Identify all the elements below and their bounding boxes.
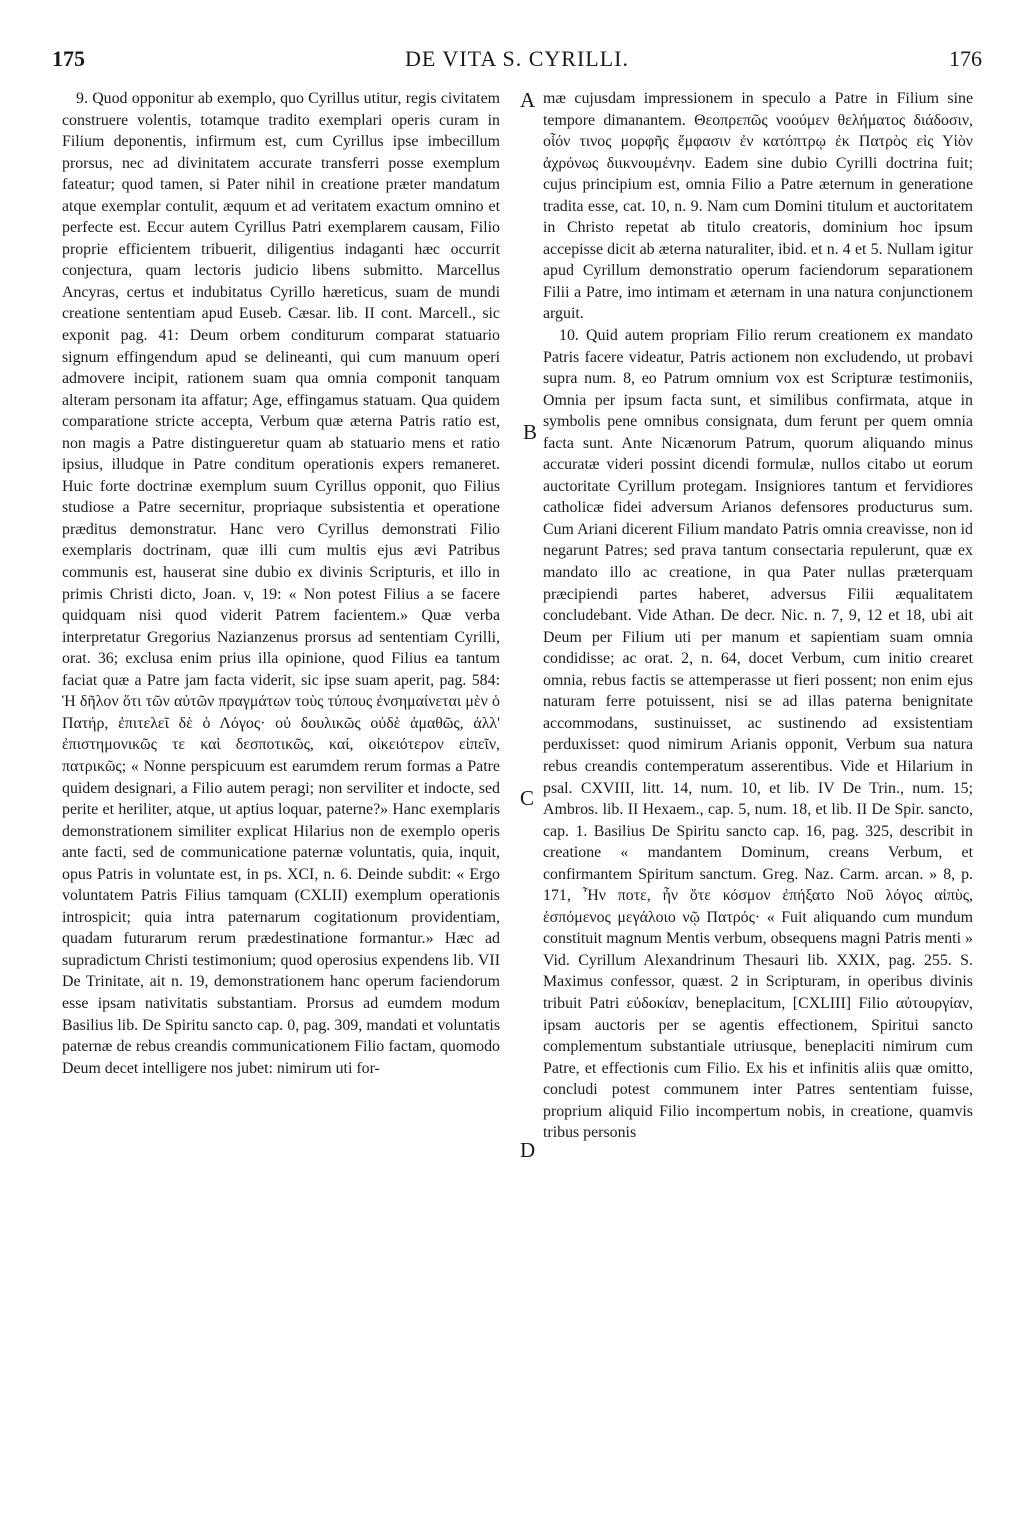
margin-letter-c: C: [520, 786, 535, 810]
paragraph-10: 10. Quid autem propriam Filio rerum creationem ex mandato Patris facere videatur, Patris actionem non excludendo, ut probavi supra num. 8, eo Patrum omnium vox est Scripturæ testimoniis, Omnia per ipsum facta sunt, et similibus confirmata, atque in symbolis pene omnibus consignata, dum ferunt per quem omnia facta sunt. Ante Nicænorum Patrum, quorum aliquando minus accuratæ videri possint dicendi formulæ, nullos citabo ut eorum auctoritate Cyrillum protegam. Insigniores tantum et fervidiores catholicæ fidei adversum Arianos defensores producturus sum. Cum Ariani dicerent Filium mandato Patris omnia creavisse, non id negarunt Patres; sed prava tantum consectaria repulerunt, quæ ex mandato illo ac creatione, in qua Pater nullas præterquam præcipiendi partes haberet, adversus Filii æqualitatem concludebant. Vide Athan. De decr. Nic. n. 7, 9, 12 et 18, ubi ait Deum per Filium uti per manum et sapientiam suam omnia condidisse; ac orat. 2, n. 64, docet Verbum, cum initio crearet omnia, rebus factis se attemperasse ut fieri possent; non enim ejus naturam ferre potuissent, nisi se ad illas paterna benignitate accommodans, sustinuisset, ac sustinendo ad exsistentiam perduxisset: quod nimirum Arianis opponit, Verbum sua natura rebus creandis contemperatum asserentibus. Vide et Hilarium in psal. CXVIII, litt. 14, num. 10, et lib. IV De Trin., num. 15; Ambros. lib. II Hexaem., cap. 5, num. 18, et lib. II De Spir. sancto, cap. 1. Basilius De Spiritu sancto cap. 16, pag. 325, describit in creatione « mandantem Dominum, creans Verbum, et confirmantem Spiritum sanctum. Greg. Naz. Carm. arcan. » 8, p. 171, Ἦν ποτε, ἦν ὅτε κόσμον ἐπήξατο Νοῦ λόγος αἰπὺς, ἑσπόμενος μεγάλοιο νῷ Πατρός· « Fuit aliquando cum mundum constituit magnum Mentis verbum, obsequens magni Patris menti » Vid. Cyrillum Alexandrinum Thesauri lib. XXIX, pag. 255. S. Maximus confessor, quæst. 2 in Scripturam, in operibus divinis tribuit Patri εὐδοκίαν, beneplacitum, [CXLIII] Filio αὐτουργίαν, ipsam auctoris per se agentis effectionem, Spiritui sancto complementum substantiale utriusque, beneplaciti nimirum cum Patre, et effectionis cum Filio. Ex his et infinitis aliis quæ omitto, concludi potest communem inter Patres sententiam fuisse, proprium aliquid Filio incompertum nobis, in creatione, quamvis tribus personis: [543, 327, 973, 1142]
left-column: [62, 88, 500, 1079]
running-title: DE VITA S. CYRILLI.: [405, 46, 629, 71]
margin-letter-d: D: [520, 1138, 536, 1162]
margin-letter-b: B: [523, 420, 538, 444]
page-number-right: 176: [949, 46, 982, 71]
right-column: [543, 88, 973, 1144]
page-number-left: 175: [52, 46, 85, 71]
paragraph-9: 9. Quod opponitur ab exemplo, quo Cyrillus utitur, regis civitatem construere volentis, totamque tradito exemplari operis curam in Filium deponentis, infirmum est, cum Cyrillus ipse imbecillum prorsus, nec ad divinitatem accurate transferri posse exemplum fateatur; quod tamen, si Pater nihil in creatione præter mandatum atque exemplar contulit, æquum et ad veritatem exactum omnino et perfecte est. Eccur autem Cyrillus Patri exemplarem causam, Filio proprie efficientem tribuerit, diligentius indaganti hæc occurrit conjectura, quam lectoris judicio libens submitto. Marcellus Ancyras, certus et indubitatus Cyrillo hæreticus, suam de mundi creatione sententiam apud Euseb. Cæsar. lib. II cont. Marcell., sic exponit pag. 41: Deum orbem conditurum comparat statuario signum effingendum apud se delineanti, qui cum manuum operi admovere incipit, rationem suam qua omnia componit tanquam alteram personam ita affatur; Age, effingamus statuam. Qua quidem comparatione stricte accepta, Verbum quæ æterna Patris ratio est, non magis a Patre distingueretur quam ab statuario mens et ratio ipsius, illudque in Patre conditum operationis expers remaneret. Huic forte doctrinæ exemplum suum Cyrillus opponit, quo Filius studiose a Patre secernitur, propriaque subsistentia et operatione præditus demonstratur. Hanc vero Cyrillus demonstrati Filio exemplaris doctrinam, quæ illi cum multis ejus ævi Patribus communis est, hauserat sine dubio ex divinis Scripturis, et illo in primis Christi dicto, Joan. v, 19: « Non potest Filius a se facere quidquam nisi quod viderit Patrem facientem.» Quæ verba interpretatur Gregorius Nazianzenus prorsus ad sententiam Cyrilli, orat. 36; exclusa enim prius illa opinione, quod Filius ea tantum faciat quæ a Patre jam facta viderit, sic ipse suam aperit, pag. 584: Ἡ δῆλον ὅτι τῶν αὐτῶν πραγμάτων τοὺς τύπους ἐνσημαίνεται μὲν ὁ Πατήρ, ἐπιτελεῖ δὲ ὁ Λόγος· οὐ δουλικῶς οὐδὲ ἀμαθῶς, ἀλλ' ἐπιστημονικῶς τε καὶ δεσποτικῶς, καί, οἰκειότερον εἰπεῖν, πατρικῶς; « Nonne perspicuum est earumdem rerum formas a Patre quidem designari, a Filio autem peragi; non serviliter et indocte, sed perite et heriliter, atque, ut aptius loquar, paterne?» Hanc exemplaris demonstrationem similiter explicat Hilarius non de exemplo operis ante facti, sed de communicatione paternæ voluntatis, quia, inquit, opus Patris in voluntate est, in ps. XCI, n. 6. Deinde subdit: « Ergo voluntatem Patris Filius tamquam (CXLII) exemplum operationis introspicit; quia intra paternarum cogitationum providentiam, quadam futurarum rerum prædestinatione formantur.» Hæc ad supradictum Christi testimonium; quod operosius expendens lib. VII De Trinitate, ait n. 19, demonstrationem hanc operum faciendorum esse ipsam nativitatis substantiam. Prorsus ad eumdem modum Basilius lib. De Spiritu sancto cap. 0, pag. 309, mandati et voluntatis paternæ de rebus creandis communicationem Filio factam, quomodo Deum decet intelligere nos jubet: nimirum uti for-: [62, 90, 500, 1077]
paragraph-9-continued: mæ cujusdam impressionem in speculo a Patre in Filium sine tempore dimanantem. Θεοπρεπῶς νοούμεν θελήματος διάδοσιν, οἷόν τινος μορφῆς ἔμφασιν ἐν κατόπτρῳ ἐκ Πατρὸς εἰς Υἱὸν ἀχρόνως διικνουμένην. Eadem sine dubio Cyrilli doctrina fuit; cujus principium est, omnia Filio a Patre æternum in generatione tradita esse, cat. 10, n. 9. Nam cum Domini titulum et auctoritatem in Christo repetat ab titulo creatoris, dominium hoc ipsum accepisse dicit ab æterna naturaliter, ibid. et n. 4 et 5. Nullam igitur apud Cyrillum demonstratio operum faciendorum separationem Filii a Patre, imo intimam et æternam in una natura conjunctionem arguit.: [543, 90, 973, 323]
margin-letter-a: A: [520, 88, 536, 112]
running-header: [52, 46, 982, 76]
